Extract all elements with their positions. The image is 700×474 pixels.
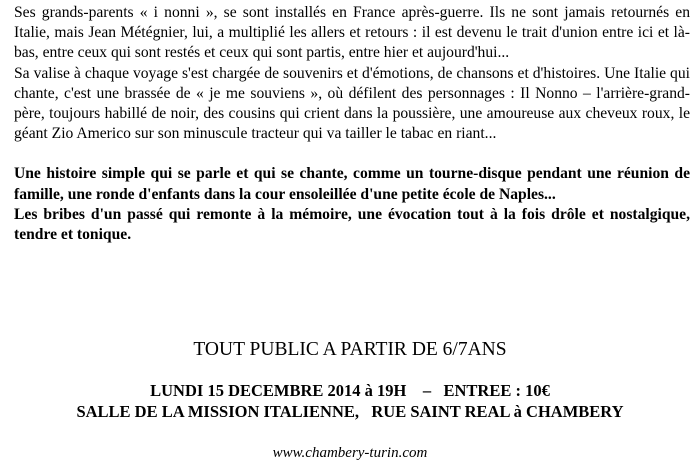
event-venue-line: SALLE DE LA MISSION ITALIENNE, RUE SAINT REAL à CHAMBERY: [76, 402, 624, 421]
event-date-line: LUNDI 15 DECEMBRE 2014 à 19H – ENTREE : 10€: [150, 381, 550, 400]
website-link[interactable]: www.chambery-turin.com: [272, 445, 428, 461]
summary-paragraph-1: Une histoire simple qui se parle et qui se chante, comme un tourne-disque pendant une réunion de famille, une ronde d'enfants dans la cour ensoleillée d'une petite école de Naples...: [14, 165, 690, 203]
intro-paragraph-2: Sa valise à chaque voyage s'est chargée de souvenirs et d'émotions, de chansons et d'histoires. Une Italie qui chante, c'est une brassée de « je me souviens », où défilent des personnages : Il Nonno – l'arrière-grand-père, toujours habillé de noir, des cousins qui crient dans la poussière, une amoureuse aux cheveux roux, le géant Zio Americo sur son minuscule tracteur qui va tailler le tabac en riant...: [14, 64, 690, 143]
intro-paragraph-1: Ses grands-parents « i nonni », se sont installés en France après-guerre. Ils ne sont jamais retournés en Italie, mais Jean Métégnier, lui, a multiplié les allers et retours : il est devenu le trait d'union entre ici et là-bas, entre ceux qui sont restés et ceux qui sont partis, entre hier et aujourd'hui...: [14, 4, 690, 62]
audience-line: TOUT PUBLIC A PARTIR DE 6/7ANS: [193, 339, 507, 360]
summary-paragraph-2: Les bribes d'un passé qui remonte à la mémoire, une évocation tout à la fois drôle et nostalgique, tendre et tonique.: [14, 205, 690, 244]
paragraph-spacer: [14, 144, 690, 164]
document-body: [14, 3, 690, 245]
